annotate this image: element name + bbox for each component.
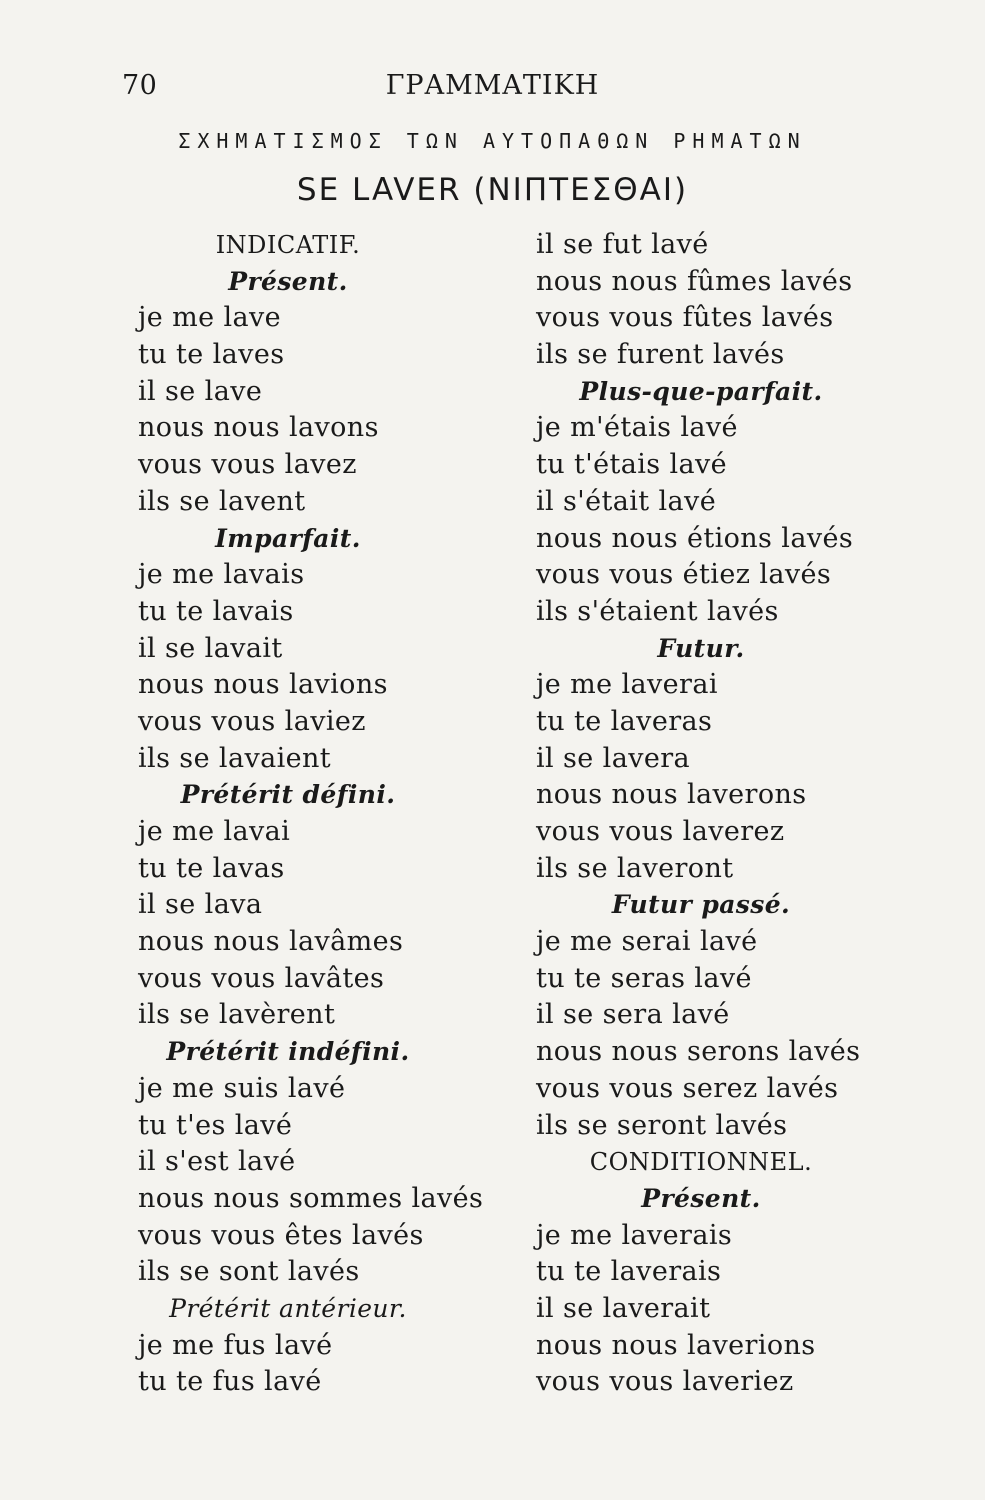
conjugation-form: je me suis lavé [138,1072,346,1104]
tense-heading: Prétérit défini. [180,780,396,810]
section-title: ΣΧΗΜΑΤΙΣΜΟΣ ΤΩΝ ΑΥΤΟΠΑΘΩΝ ΡΗΜΑΤΩΝ [178,129,807,153]
conjugation-form: nous nous lavions [138,669,388,701]
conjugation-form: tu te fus lavé [138,1366,322,1398]
tense-heading: Futur. [657,633,745,663]
conjugation-form: il se lava [138,889,263,921]
conjugation-form: vous vous êtes lavés [138,1219,424,1251]
conjugation-form: je me lavai [138,816,291,847]
conjugation-form: ils se furent lavés [536,339,785,371]
right-conjugation-column [536,227,956,1401]
conjugation-form: nous nous lavâmes [138,926,404,958]
conjugation-form: tu te seras lavé [536,962,752,994]
verb-title: SE LAVER (ΝΙΠΤΕΣΘΑΙ) [296,172,689,208]
conjugation-form: il se sera lavé [536,999,730,1031]
conjugation-form: je me laverai [536,669,718,701]
conjugation-form: vous vous lavez [138,449,357,481]
tense-heading: Prétérit antérieur. [169,1293,407,1323]
conjugation-form: tu t'étais lavé [536,449,728,481]
conjugation-form: tu te laveras [536,705,713,737]
conjugation-form: vous vous laviez [138,705,366,737]
conjugation-form: il se lavera [536,742,691,774]
conjugation-form: nous nous fûmes lavés [536,265,853,297]
conjugation-form: ils se sont lavés [138,1256,360,1288]
conjugation-form: je me laverais [536,1219,733,1251]
conjugation-form: il se laverait [536,1292,711,1324]
conjugation-form: tu te laverais [536,1256,722,1288]
tense-heading: Prétérit indéfini. [166,1037,410,1067]
conjugation-form: nous nous serons lavés [536,1036,861,1068]
conjugation-form: je m'étais lavé [536,412,738,444]
conjugation-form: je me lavais [138,559,305,591]
conjugation-form: nous nous laverions [536,1329,816,1361]
mood-heading: CONDITIONNEL. [589,1148,813,1177]
conjugation-form: ils se seront lavés [536,1109,788,1141]
running-head: ΓΡΑΜΜΑΤΙΚΗ [385,70,600,101]
conjugation-form: vous vous étiez lavés [536,559,832,591]
conjugation-form: ils se lavèrent [138,999,336,1031]
tense-heading: Présent. [228,266,348,296]
tense-heading: Futur passé. [611,890,791,920]
conjugation-form: tu te laves [138,339,285,371]
conjugation-form: il s'était lavé [536,485,717,517]
tense-heading: Présent. [641,1183,761,1213]
conjugation-form: vous vous fûtes lavés [536,302,834,334]
conjugation-form: nous nous étions lavés [536,522,854,554]
tense-heading: Plus-que-parfait. [579,376,823,406]
conjugation-form: tu t'es lavé [138,1109,293,1141]
conjugation-form: il se fut lavé [536,229,709,260]
conjugation-form: je me serai lavé [536,926,758,958]
conjugation-form: vous vous lavâtes [138,962,385,994]
conjugation-form: il s'est lavé [138,1146,296,1178]
conjugation-form: je me fus lavé [138,1329,333,1361]
left-conjugation-column [138,227,558,1401]
conjugation-form: ils se lavent [138,485,306,517]
mood-heading: INDICATIF. [215,231,361,259]
tense-heading: Imparfait. [215,523,361,553]
conjugation-form: tu te lavas [138,852,285,884]
conjugation-form: nous nous laverons [536,779,807,811]
conjugation-form: il se lavait [138,632,283,664]
page-number: 70 [122,70,158,101]
conjugation-form: vous vous laveriez [536,1366,794,1398]
conjugation-form: nous nous lavons [138,412,379,444]
conjugation-form: vous vous laverez [536,816,785,847]
conjugation-form: nous nous sommes lavés [138,1182,484,1214]
conjugation-form: ils se lavaient [138,742,332,774]
conjugation-form: ils s'étaient lavés [536,595,779,627]
conjugation-form: je me lave [138,302,282,334]
conjugation-form: il se lave [138,375,263,407]
conjugation-form: ils se laveront [536,852,734,884]
conjugation-form: vous vous serez lavés [536,1072,839,1104]
conjugation-form: tu te lavais [138,595,294,627]
